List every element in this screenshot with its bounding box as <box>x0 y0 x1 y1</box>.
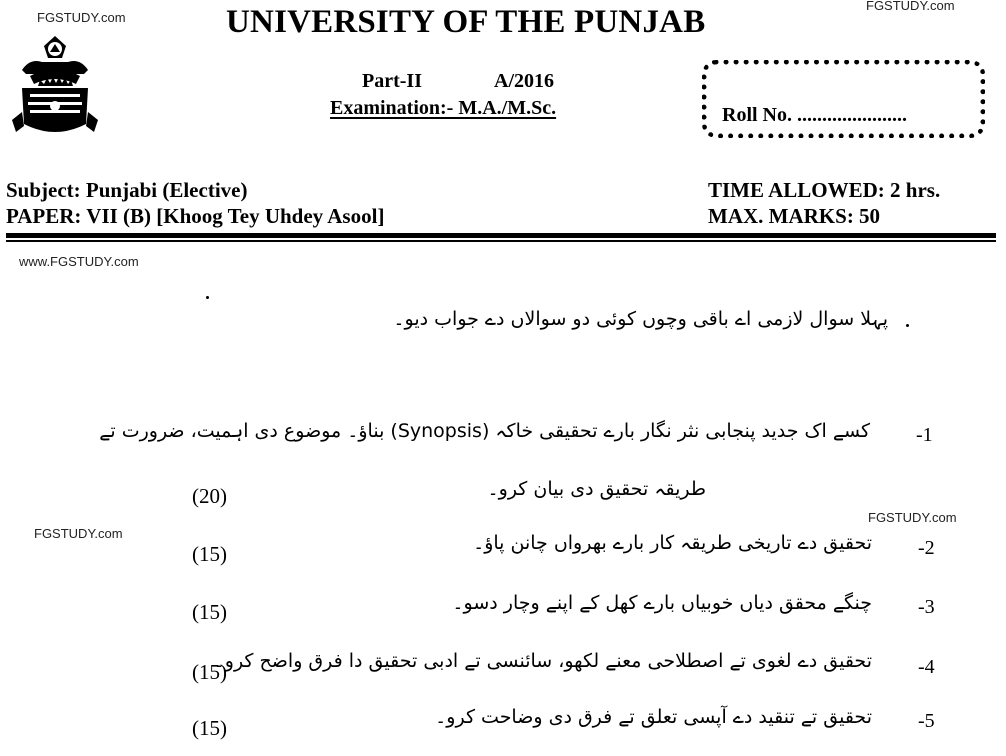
max-marks: MAX. MARKS: 50 <box>708 204 881 228</box>
watermark-mid-right: FGSTUDY.com <box>868 510 957 525</box>
question-1-line-1: کسے اک جدید پنجابی نثر نگار بارے تحقیقی خاکہ (Synopsis) بناؤ۔ موضوع دی اہمیت، ضرورت تے <box>99 420 870 442</box>
question-1-line-2: طریقہ تحقیق دی بیان کرو۔ <box>487 478 706 500</box>
question-5-text: تحقیق تے تنقید دے آپسی تعلق تے فرق دی وضاحت کرو۔ <box>435 706 872 728</box>
question-2-number: -2 <box>918 537 935 559</box>
examination-label: Examination:- M.A./M.Sc. <box>330 97 557 119</box>
question-2-text: تحقیق دے تاریخی طریقہ کار بارے بھرواں چانن پاؤ۔ <box>473 532 872 554</box>
university-crest-icon <box>10 32 100 140</box>
question-5-number: -5 <box>918 710 935 732</box>
subject-label: Subject: Punjabi (Elective) <box>6 178 248 202</box>
university-title: UNIVERSITY OF THE PUNJAB <box>226 4 706 40</box>
header-divider-thin <box>6 240 996 242</box>
question-3-number: -3 <box>918 596 935 618</box>
question-1-marks: (20) <box>192 484 227 508</box>
scan-speck <box>906 324 909 327</box>
question-3-marks: (15) <box>192 600 227 624</box>
question-5-marks: (15) <box>192 716 227 740</box>
watermark-under-rule: www.FGSTUDY.com <box>19 254 139 269</box>
header-divider-thick <box>6 233 996 238</box>
instructions: پہلا سوال لازمی اے باقی وچوں کوئی دو سوالاں دے جواب دیو۔ <box>393 308 888 330</box>
paper-label: PAPER: VII (B) [Khoog Tey Uhdey Asool] <box>6 204 385 228</box>
exam-part: Part-II <box>362 70 422 92</box>
watermark-top-right: FGSTUDY.com <box>866 0 955 13</box>
question-2-marks: (15) <box>192 542 227 566</box>
roll-number-field[interactable]: Roll No. ...................... <box>722 104 907 126</box>
question-1-number: -1 <box>916 424 933 446</box>
scan-speck <box>206 296 209 299</box>
watermark-top-left: FGSTUDY.com <box>37 10 126 25</box>
question-3-text: چنگے محقق دیاں خوبیاں بارے کھل کے اپنے وچار دسو۔ <box>452 592 872 614</box>
question-4-number: -4 <box>918 656 935 678</box>
question-4-text: تحقیق دے لغوی تے اصطلاحی معنے لکھو، سائنسی تے ادبی تحقیق دا فرق واضح کرو۔ <box>213 650 872 672</box>
time-allowed: TIME ALLOWED: 2 hrs. <box>708 178 941 202</box>
question-4-marks: (15) <box>192 660 227 684</box>
exam-session: A/2016 <box>494 70 554 92</box>
watermark-mid-left: FGSTUDY.com <box>34 526 123 541</box>
